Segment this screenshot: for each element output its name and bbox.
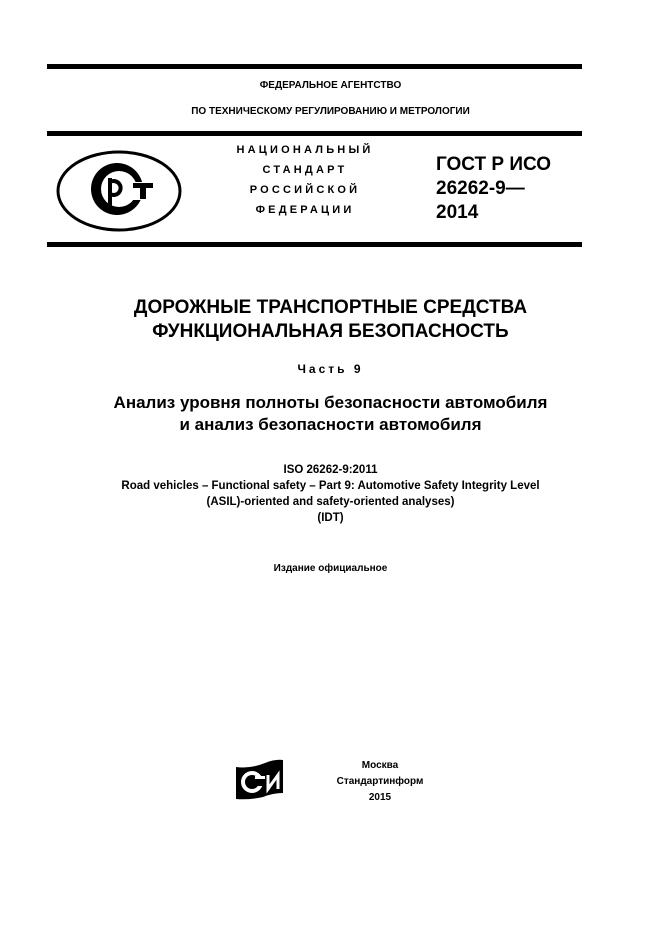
publisher-name: Стандартинформ: [336, 776, 424, 787]
standartinform-logo-icon: [235, 759, 285, 801]
title-line-1: ДОРОЖНЫЕ ТРАНСПОРТНЫЕ СРЕДСТВА: [133, 297, 528, 318]
iso-title-line-1: Road vehicles – Functional safety – Part 9: Automotive Safety Integrity Level: [121, 480, 540, 492]
designation-line-1: ГОСТ Р ИСО: [436, 154, 552, 175]
iso-idt: (IDT): [317, 512, 344, 524]
std-line-3: РОССИЙСКОЙ: [249, 184, 361, 196]
iso-number: ISO 26262-9:2011: [283, 464, 378, 476]
top-rule: [47, 64, 582, 69]
std-line-2: СТАНДАРТ: [262, 164, 348, 176]
subtitle-line-1: Анализ уровня полноты безопасности автомобиля: [113, 393, 548, 412]
part-label: Часть 9: [297, 362, 364, 376]
designation-line-3: 2014: [436, 202, 479, 223]
agency-line-1: ФЕДЕРАЛЬНОЕ АГЕНТСТВО: [259, 80, 402, 91]
publisher-city: Москва: [361, 760, 399, 771]
rst-logo-icon: [55, 148, 183, 234]
standard-bottom-rule: [47, 242, 582, 247]
agency-line-2: ПО ТЕХНИЧЕСКОМУ РЕГУЛИРОВАНИЮ И МЕТРОЛОГИИ: [191, 106, 470, 117]
agency-bottom-rule: [47, 131, 582, 136]
subtitle-line-2: и анализ безопасности автомобиля: [179, 415, 482, 434]
designation-line-2: 26262-9—: [436, 178, 525, 199]
standard-designation: [436, 153, 551, 225]
iso-title-line-2: (ASIL)-oriented and safety-oriented analyses): [206, 496, 455, 508]
title-line-2: ФУНКЦИОНАЛЬНАЯ БЕЗОПАСНОСТЬ: [152, 321, 509, 342]
publisher-info: [300, 758, 460, 806]
std-line-1: НАЦИОНАЛЬНЫЙ: [236, 144, 374, 156]
publication-year: 2015: [368, 792, 392, 803]
national-standard-label: [205, 140, 405, 220]
edition-label: Издание официальное: [273, 563, 388, 574]
std-line-4: ФЕДЕРАЦИИ: [255, 204, 355, 216]
